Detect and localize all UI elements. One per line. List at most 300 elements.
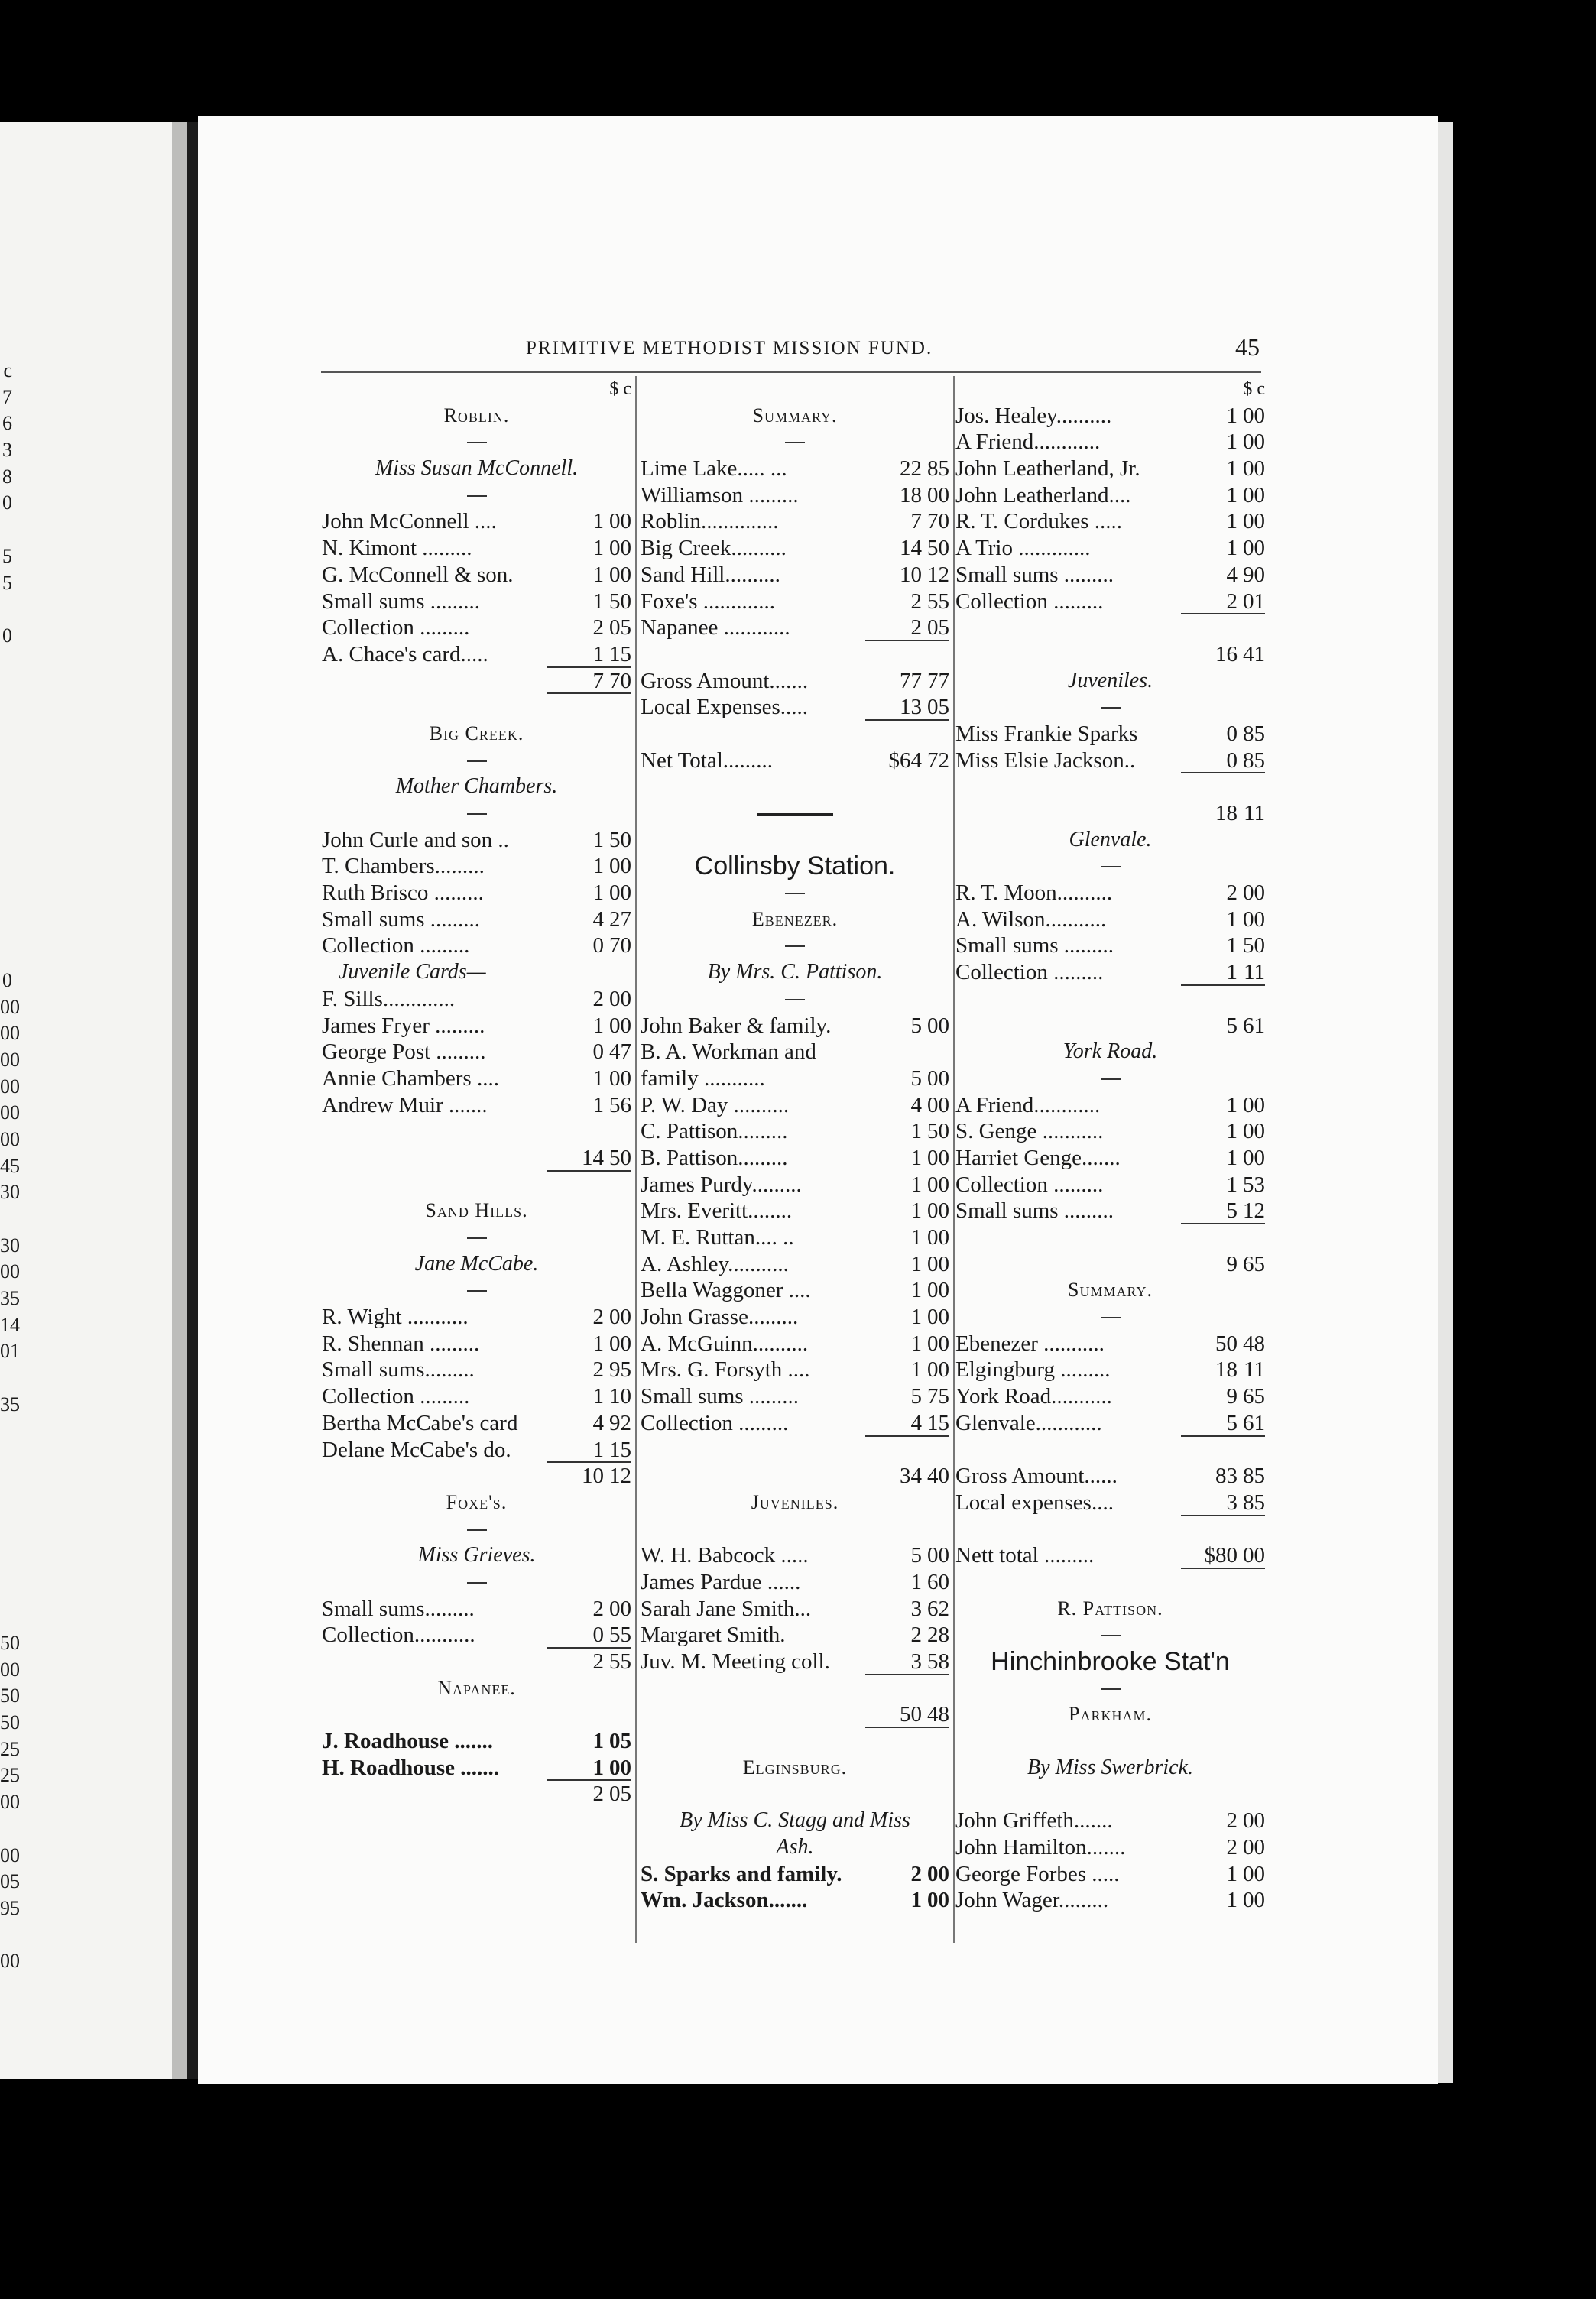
left-fragment (0, 914, 12, 941)
entry-row (641, 1251, 949, 1278)
left-fragment: 01 (0, 1340, 20, 1363)
cents: 00 (927, 1065, 949, 1091)
cents: 00 (609, 1013, 631, 1038)
collector-name: Juveniles. (1067, 668, 1153, 692)
entry-name: family ........... (641, 1065, 765, 1091)
dollars: 2 (592, 1305, 604, 1330)
cents: 00 (609, 1305, 631, 1330)
dollars: 0 (592, 933, 604, 958)
spacer (955, 614, 1265, 641)
left-fragment: 95 (0, 1896, 20, 1919)
currency-header: $ c (1243, 379, 1265, 399)
dollars: 22 (900, 456, 922, 482)
dollars: 2 (592, 986, 604, 1011)
entry-row (322, 880, 631, 906)
cents: 00 (609, 1755, 631, 1780)
amount (1204, 932, 1265, 959)
cents: 55 (609, 1649, 631, 1674)
spacer (641, 641, 949, 668)
amount (888, 456, 949, 482)
entry-row (641, 1596, 949, 1623)
dollars: 1 (910, 1331, 922, 1356)
cents: 95 (609, 1357, 631, 1383)
entry-name: Bertha McCabe's card (322, 1410, 518, 1435)
entry-name: G. McConnell & son. (322, 562, 514, 587)
dollars: 1 (1226, 456, 1238, 482)
entry-name: F. Sills............. (322, 986, 456, 1011)
spacer (641, 1781, 949, 1808)
entry-name: A. McGuinn.......... (641, 1331, 809, 1356)
amount (1204, 1198, 1265, 1224)
amount (888, 1013, 949, 1039)
entry-row (955, 1383, 1265, 1410)
left-fragment (0, 1419, 12, 1445)
amount (570, 562, 631, 589)
dollars: 2 (910, 615, 922, 640)
entry-row (641, 1383, 949, 1410)
cents: 00 (1243, 482, 1265, 507)
entry-row (641, 535, 949, 562)
entry-name: James Purdy......... (641, 1172, 802, 1197)
section-heading: Summary. (752, 404, 838, 426)
dollars: $64 (888, 747, 922, 773)
cents: 00 (1243, 880, 1265, 906)
entry-name: A. Wilson........... (955, 906, 1107, 932)
entry-name: Harriet Genge....... (955, 1145, 1121, 1170)
entry-name: Local Expenses..... (641, 695, 809, 720)
dollars: 2 (592, 1649, 604, 1674)
dollars: 5 (910, 1543, 922, 1568)
amount (570, 614, 631, 641)
cents: 15 (927, 1410, 949, 1435)
dollars: 14 (900, 536, 922, 561)
entry-row (322, 1437, 631, 1464)
subtotal-row (322, 1145, 631, 1172)
dollars: 5 (910, 1013, 922, 1038)
amount (1204, 562, 1265, 589)
amount (1204, 721, 1265, 747)
entry-row (641, 1887, 949, 1914)
cents: 56 (609, 1092, 631, 1117)
dollars: 0 (1226, 721, 1238, 746)
amount (1204, 1887, 1265, 1914)
entry-row (641, 668, 949, 695)
amount (888, 1277, 949, 1304)
collector-name: Ash. (776, 1834, 814, 1859)
entry-name: Mrs. Everitt........ (641, 1198, 793, 1224)
amount (570, 1649, 631, 1675)
spacer (641, 1437, 949, 1464)
left-fragment: 35 (0, 1393, 20, 1415)
spacer (955, 1728, 1265, 1755)
dollars: 34 (900, 1464, 922, 1489)
spacer (955, 1569, 1265, 1596)
cents: 72 (927, 747, 949, 773)
amount (888, 1463, 949, 1490)
spacer (641, 1728, 949, 1755)
spacer (955, 1516, 1265, 1543)
page-number: 45 (1235, 333, 1260, 361)
entry-name: C. Pattison......... (641, 1119, 788, 1144)
entry-name: Sarah Jane Smith... (641, 1596, 812, 1621)
entry-name: S. Genge ........... (955, 1119, 1104, 1144)
cents: 00 (1243, 1092, 1265, 1117)
left-fragment (0, 1498, 12, 1525)
dollars: 1 (910, 1278, 922, 1303)
left-fragment: 00 (0, 1950, 20, 1973)
entry-row (955, 747, 1265, 774)
entry-name: John Curle and son .. (322, 827, 509, 852)
left-page-fold (172, 122, 187, 2079)
left-fragment: 00 (0, 1048, 20, 1071)
entry-row (641, 1092, 949, 1119)
short-rule (322, 1224, 631, 1251)
entry-name: Collection........... (322, 1623, 475, 1648)
subtotal-row (955, 1013, 1265, 1039)
entry-name: Gross Amount...... (955, 1464, 1118, 1489)
dollars: 1 (592, 1092, 604, 1117)
cents: 48 (1243, 1331, 1265, 1356)
cents: 11 (1244, 1357, 1265, 1383)
cents: 50 (609, 589, 631, 614)
entry-row (641, 1224, 949, 1251)
cents: 70 (609, 933, 631, 958)
entry-row (955, 1145, 1265, 1172)
dollars: 13 (900, 695, 922, 720)
entry-row (955, 1463, 1265, 1490)
cents: 00 (927, 1278, 949, 1303)
amount (888, 668, 949, 695)
cents: 00 (609, 1596, 631, 1621)
amount (888, 1145, 949, 1172)
dollars: 1 (910, 1569, 922, 1594)
left-fragment: 50 (0, 1632, 20, 1654)
left-fragment (0, 861, 12, 888)
entry-row (641, 589, 949, 615)
entry-row (641, 1172, 949, 1198)
entry-row (955, 1542, 1265, 1569)
amount (888, 1331, 949, 1357)
entry-name: Juv. M. Meeting coll. (641, 1649, 830, 1674)
amount (1204, 482, 1265, 509)
entry-name: A Friend............ (955, 430, 1101, 455)
entry-name: R. Shennan ......... (322, 1331, 480, 1356)
subtotal-row (322, 668, 631, 695)
subtotal-row (322, 1463, 631, 1490)
entry-row (641, 1357, 949, 1383)
entry-name: Collection ......... (955, 960, 1104, 985)
entry-name: John Leatherland.... (955, 482, 1131, 507)
entry-row (322, 614, 631, 641)
entry-name: Small sums ......... (955, 562, 1114, 587)
cents: 61 (1243, 1410, 1265, 1435)
cents: 00 (609, 880, 631, 906)
short-rule (641, 880, 949, 906)
entry-row (322, 535, 631, 562)
entry-name: T. Chambers......... (322, 854, 485, 879)
entry-row (955, 1092, 1265, 1119)
entry-row (322, 1755, 631, 1782)
spacer (641, 773, 949, 800)
left-fragment: c (3, 359, 12, 381)
amount (570, 1410, 631, 1437)
amount (1204, 456, 1265, 482)
entry-name: Delane McCabe's do. (322, 1437, 511, 1462)
cents: 50 (927, 1119, 949, 1144)
entry-row (641, 1542, 949, 1569)
cents: 11 (1244, 801, 1265, 825)
dollars: 1 (592, 1384, 604, 1409)
cents: 00 (609, 1065, 631, 1091)
cents: 75 (927, 1384, 949, 1409)
left-fragment (0, 888, 12, 915)
cents: 50 (609, 827, 631, 852)
spacer (641, 827, 949, 854)
cents: 85 (927, 456, 949, 482)
dollars: 1 (1226, 1092, 1238, 1117)
entry-name: George Forbes ..... (955, 1861, 1120, 1886)
cents: 00 (927, 1251, 949, 1276)
dollars: 1 (1226, 1119, 1238, 1144)
subtotal-row (955, 641, 1265, 668)
amount (570, 1039, 631, 1065)
amount (1204, 508, 1265, 535)
amount (1204, 1357, 1265, 1383)
cents: 92 (609, 1410, 631, 1435)
entry-row (955, 1357, 1265, 1383)
entry-row (641, 1118, 949, 1145)
amount (1204, 641, 1265, 668)
subtotal-row (322, 1649, 631, 1675)
amount (1204, 747, 1265, 774)
spacer (322, 694, 631, 721)
dollars: 1 (910, 1119, 922, 1144)
entry-row (955, 482, 1265, 509)
entry-row (322, 1065, 631, 1092)
cents: 00 (927, 1331, 949, 1356)
cents: 00 (927, 1172, 949, 1197)
entry-row (641, 1145, 949, 1172)
section-heading: R. Pattison. (1057, 1597, 1163, 1620)
entry-row (955, 906, 1265, 933)
collector-name: By Mrs. C. Pattison. (707, 960, 883, 984)
left-page (0, 122, 172, 2079)
dollars: 1 (910, 1305, 922, 1330)
short-rule (641, 986, 949, 1013)
spacer (641, 376, 949, 403)
entry-name: Net Total......... (641, 747, 774, 773)
amount (888, 508, 949, 535)
dollars: 1 (910, 1145, 922, 1170)
dollars: 5 (1226, 1198, 1238, 1224)
entry-row (955, 1198, 1265, 1224)
amount (570, 853, 631, 880)
cents: 00 (1243, 536, 1265, 561)
entry-name: Small sums ......... (955, 1198, 1114, 1224)
amount (888, 1701, 949, 1728)
entry-row (322, 1304, 631, 1331)
left-fragment (0, 1578, 12, 1604)
entry-name: N. Kimont ......... (322, 536, 472, 561)
cents: 00 (927, 482, 949, 507)
dollars: 3 (910, 1649, 922, 1674)
spacer (955, 1224, 1265, 1251)
amount (570, 827, 631, 854)
amount (888, 1542, 949, 1569)
spacer (955, 986, 1265, 1013)
dollars: 1 (910, 1888, 922, 1913)
left-fragment (0, 755, 12, 782)
cents: 00 (609, 1331, 631, 1356)
amount (888, 1357, 949, 1383)
dollars: 2 (910, 1623, 922, 1648)
entry-row (322, 1357, 631, 1383)
entry-row (641, 1198, 949, 1224)
dollars: 2 (1226, 589, 1238, 614)
dollars: 83 (1215, 1464, 1238, 1489)
dollars: 9 (1226, 1384, 1238, 1409)
cents: 58 (927, 1649, 949, 1674)
cents: 50 (609, 1145, 631, 1170)
entry-name: John Griffeth....... (955, 1808, 1113, 1834)
amount (1204, 1463, 1265, 1490)
left-fragment: 25 (0, 1737, 20, 1760)
amount (570, 1065, 631, 1092)
cents: 00 (927, 1145, 949, 1170)
entry-row (955, 880, 1265, 906)
entry-name: Napanee ............ (641, 615, 790, 640)
entry-name: R. Wight ........... (322, 1305, 469, 1330)
dollars: 18 (900, 482, 922, 507)
left-fragment (0, 729, 12, 756)
cents: 00 (927, 1888, 949, 1913)
amount (1204, 1145, 1265, 1172)
amount (888, 562, 949, 589)
entry-name: York Road........... (955, 1384, 1112, 1409)
entry-row (641, 1649, 949, 1675)
left-fragment (0, 782, 12, 809)
amount (570, 1596, 631, 1623)
amount (570, 1728, 631, 1755)
entry-name: John Baker & family. (641, 1013, 832, 1038)
short-rule (641, 932, 949, 959)
entry-name: P. W. Day .......... (641, 1092, 790, 1117)
cents: 61 (1243, 1013, 1265, 1038)
entry-row (955, 1331, 1265, 1357)
entry-row (322, 1410, 631, 1437)
amount (570, 535, 631, 562)
amount (888, 747, 949, 774)
entry-row (322, 1039, 631, 1065)
cents: 00 (927, 1198, 949, 1224)
cents: 00 (609, 562, 631, 587)
entry-row (322, 1013, 631, 1039)
dollars: 1 (1226, 1861, 1238, 1886)
cents: 00 (1243, 1861, 1265, 1886)
dollars: 1 (1226, 482, 1238, 507)
amount (888, 535, 949, 562)
amount (888, 1251, 949, 1278)
cents: 55 (609, 1623, 631, 1648)
amount (888, 1861, 949, 1888)
dollars: 77 (900, 668, 922, 693)
station-title: Collinsby Station. (694, 853, 896, 880)
dollars: 50 (900, 1702, 922, 1727)
entry-row (955, 429, 1265, 456)
amount (1204, 1490, 1265, 1516)
dollars: 1 (910, 1357, 922, 1383)
dollars: 1 (592, 1437, 604, 1462)
short-rule (955, 694, 1265, 721)
left-fragment: 00 (0, 995, 20, 1018)
amount (888, 1596, 949, 1623)
entry-row (322, 1622, 631, 1649)
dollars: 5 (910, 1384, 922, 1409)
dollars: 50 (1215, 1331, 1238, 1356)
cents: 05 (609, 615, 631, 640)
cents: 55 (927, 589, 949, 614)
dollars: 1 (1226, 403, 1238, 428)
amount (1204, 800, 1265, 827)
dollars: 10 (900, 562, 922, 587)
amount (570, 1304, 631, 1331)
entry-row (641, 1410, 949, 1437)
spacer (955, 773, 1265, 800)
amount (1204, 1118, 1265, 1145)
entry-row (955, 721, 1265, 747)
cents: 05 (927, 615, 949, 640)
left-page-fragments (0, 358, 20, 1975)
amount (1204, 1331, 1265, 1357)
collector-name: Mother Chambers. (395, 774, 558, 799)
entry-name: Lime Lake..... ... (641, 456, 787, 482)
short-rule (641, 429, 949, 456)
dollars: 4 (1226, 562, 1238, 587)
amount (888, 1410, 949, 1437)
cents: 77 (927, 668, 949, 693)
left-fragment: 00 (0, 1101, 20, 1124)
cents: 00 (1243, 1543, 1265, 1568)
left-fragment: 25 (0, 1764, 20, 1787)
dollars: 1 (592, 854, 604, 879)
entry-row (641, 508, 949, 535)
cents: 00 (927, 1092, 949, 1117)
entry-name: Glenvale............ (955, 1410, 1102, 1435)
cents: 00 (1243, 1145, 1265, 1170)
left-fragment (0, 596, 12, 623)
entry-name: Sand Hill.......... (641, 562, 780, 587)
entry-row (641, 747, 949, 774)
cents: 00 (1243, 456, 1265, 482)
cents: 48 (927, 1702, 949, 1727)
amount (570, 1622, 631, 1649)
entry-row (955, 589, 1265, 615)
amount (888, 1224, 949, 1251)
entry-row (955, 535, 1265, 562)
entry-name: A. Ashley........... (641, 1251, 789, 1276)
collector-name: By Miss C. Stagg and Miss (680, 1808, 910, 1833)
cents: 50 (1243, 933, 1265, 958)
short-rule (955, 853, 1265, 880)
entry-name: John Grasse......... (641, 1305, 799, 1330)
left-fragment (0, 702, 12, 729)
entry-name: Small sums ......... (322, 906, 481, 932)
dollars: 1 (592, 827, 604, 852)
dollars: 2 (592, 1357, 604, 1383)
amount (888, 1118, 949, 1145)
amount (1204, 1092, 1265, 1119)
left-fragment (0, 1365, 12, 1392)
